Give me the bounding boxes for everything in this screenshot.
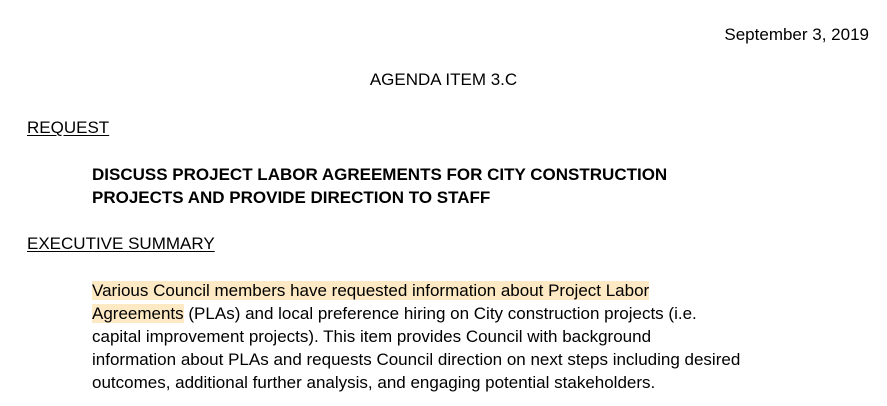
highlighted-text: Agreements bbox=[92, 304, 184, 323]
summary-line bbox=[92, 279, 862, 302]
request-title-line: PROJECTS AND PROVIDE DIRECTION TO STAFF bbox=[92, 188, 491, 207]
summary-line: outcomes, additional further analysis, and engaging potential stakeholders. bbox=[92, 373, 656, 392]
executive-summary-body bbox=[92, 279, 862, 394]
document-date: September 3, 2019 bbox=[724, 25, 869, 44]
request-title-line: DISCUSS PROJECT LABOR AGREEMENTS FOR CITY CONSTRUCTION bbox=[92, 165, 668, 184]
request-title bbox=[92, 163, 812, 209]
summary-line bbox=[92, 302, 862, 325]
summary-text: (PLAs) and local preference hiring on City construction projects (i.e. bbox=[183, 304, 697, 323]
executive-summary-heading: EXECUTIVE SUMMARY bbox=[27, 234, 215, 253]
request-heading: REQUEST bbox=[27, 118, 110, 137]
summary-line: capital improvement projects). This item provides Council with background bbox=[92, 327, 652, 346]
summary-line: information about PLAs and requests Council direction on next steps including desired bbox=[92, 350, 741, 369]
highlighted-text: Various Council members have requested information about Project Labor bbox=[92, 281, 650, 300]
agenda-item-title: AGENDA ITEM 3.C bbox=[369, 70, 518, 89]
